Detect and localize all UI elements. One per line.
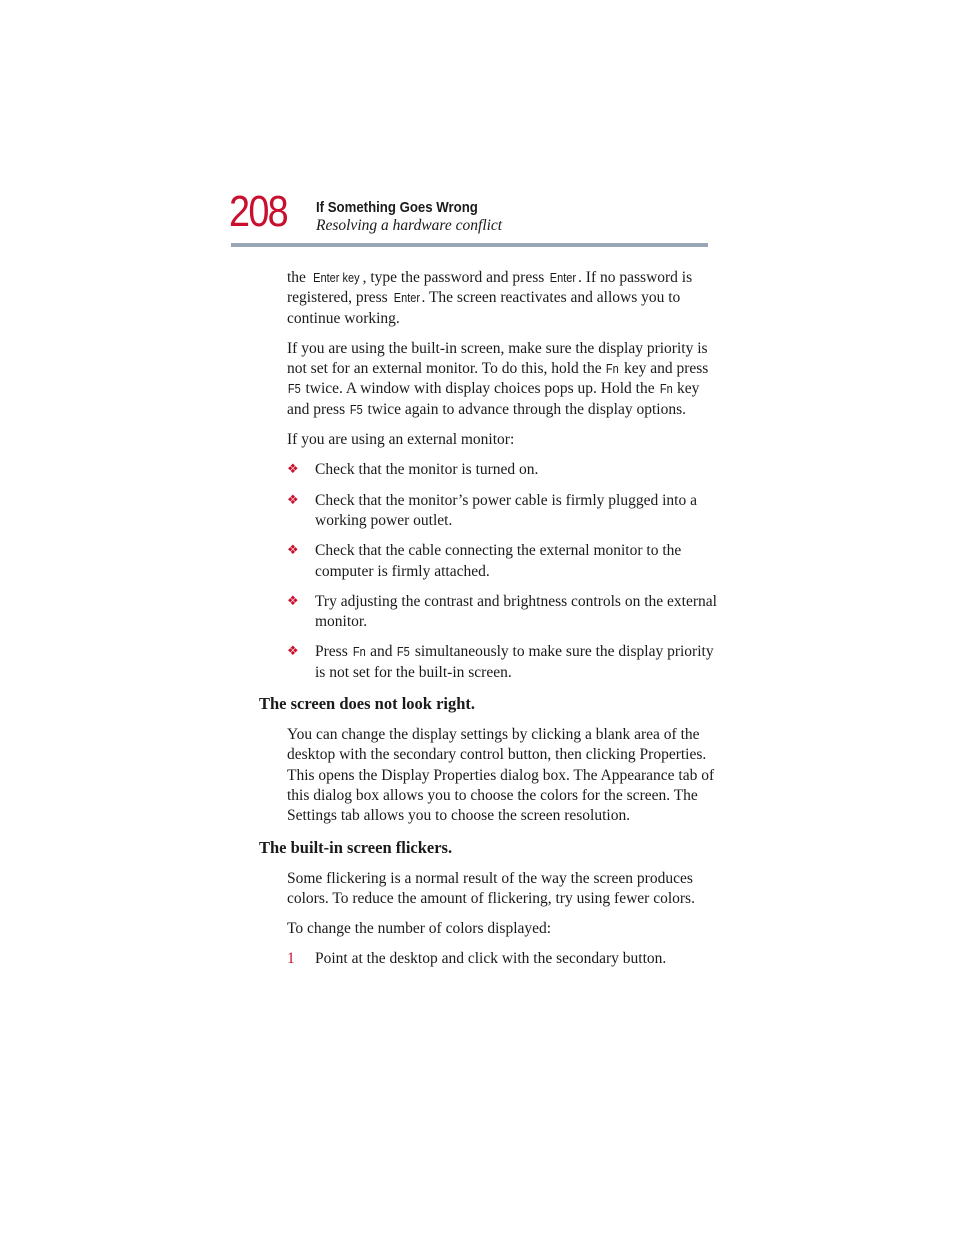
text-run: If you are using the built-in screen, make sure the display priority is not set for an external monitor. To do this, hold the: [287, 339, 708, 378]
bullet-list: [287, 460, 717, 683]
header-rule: [231, 243, 708, 247]
text-run: twice again to advance through the display options.: [363, 400, 686, 418]
bullet-diamond-icon: ❖: [287, 543, 299, 559]
list-item: [287, 491, 717, 532]
key-f5: F5: [397, 645, 411, 660]
step-number: 1: [287, 950, 295, 968]
bullet-diamond-icon: ❖: [287, 593, 299, 609]
section-2-paragraph-1: Some flickering is a normal result of the way the screen produces colors. To reduce the amount of flickering, try using fewer colors.: [287, 869, 695, 907]
chapter-title: If Something Goes Wrong: [316, 199, 478, 216]
key-f5: F5: [349, 402, 363, 417]
list-item: [287, 642, 717, 683]
text-run: the: [287, 269, 310, 286]
list-item-text: Check that the monitor is turned on.: [315, 461, 539, 479]
intro-paragraph-1: [287, 268, 717, 329]
list-item: [287, 592, 717, 633]
text-run: Press: [315, 643, 352, 661]
page-number: 208: [229, 187, 287, 236]
text-run: . If no password is registered, press: [287, 269, 693, 307]
section-heading-flickers: The built-in screen flickers.: [259, 837, 453, 857]
key-f5: F5: [287, 382, 301, 397]
text-run: . The screen reactivates and allows you to continue working.: [287, 289, 681, 327]
text-run: key and press: [287, 380, 700, 418]
text-run: , type the password and press: [362, 269, 549, 286]
intro-paragraph-3: If you are using an external monitor:: [287, 431, 515, 449]
section-heading-screen-look: The screen does not look right.: [259, 694, 476, 714]
key-fn: Fn: [659, 382, 673, 397]
intro-paragraph-2: [287, 339, 717, 420]
page-content: [259, 268, 717, 980]
bullet-diamond-icon: ❖: [287, 492, 299, 508]
bullet-diamond-icon: ❖: [287, 462, 299, 478]
text-run: twice. A window with display choices pops up. Hold the: [301, 380, 659, 398]
steps-list: [287, 949, 717, 969]
text-run: key and press: [620, 360, 709, 378]
key-fn: Fn: [352, 645, 366, 660]
key-enter: Enter: [393, 291, 420, 306]
key-enter: Enter key: [312, 271, 360, 285]
bullet-diamond-icon: ❖: [287, 644, 299, 660]
list-item: [287, 460, 717, 480]
step-text: Point at the desktop and click with the secondary button.: [315, 950, 667, 968]
text-run: and: [366, 643, 397, 661]
key-fn: Fn: [606, 362, 620, 377]
key-enter: Enter: [549, 271, 577, 285]
section-1-body: You can change the display settings by clicking a blank area of the desktop with the secondary control button, then clicking Properties. This opens the Display Properties dialog box. The Appearance tab of this dialog box allows you to choose the colors for the screen. The Settings tab allows you to choose the screen resolution.: [287, 726, 715, 825]
list-item-text: Check that the cable connecting the external monitor to the computer is firmly attached.: [315, 542, 682, 580]
text-run: simultaneously to make sure the display priority is not set for the built-in screen.: [315, 643, 714, 681]
list-item-text: Try adjusting the contrast and brightness controls on the external monitor.: [315, 592, 717, 631]
list-item-text: Check that the monitor’s power cable is firmly plugged into a working power outlet.: [315, 491, 697, 529]
section-2-paragraph-2: To change the number of colors displayed:: [287, 920, 552, 938]
step-item: [287, 949, 717, 969]
list-item: [287, 541, 717, 582]
section-title: Resolving a hardware conflict: [316, 217, 503, 234]
